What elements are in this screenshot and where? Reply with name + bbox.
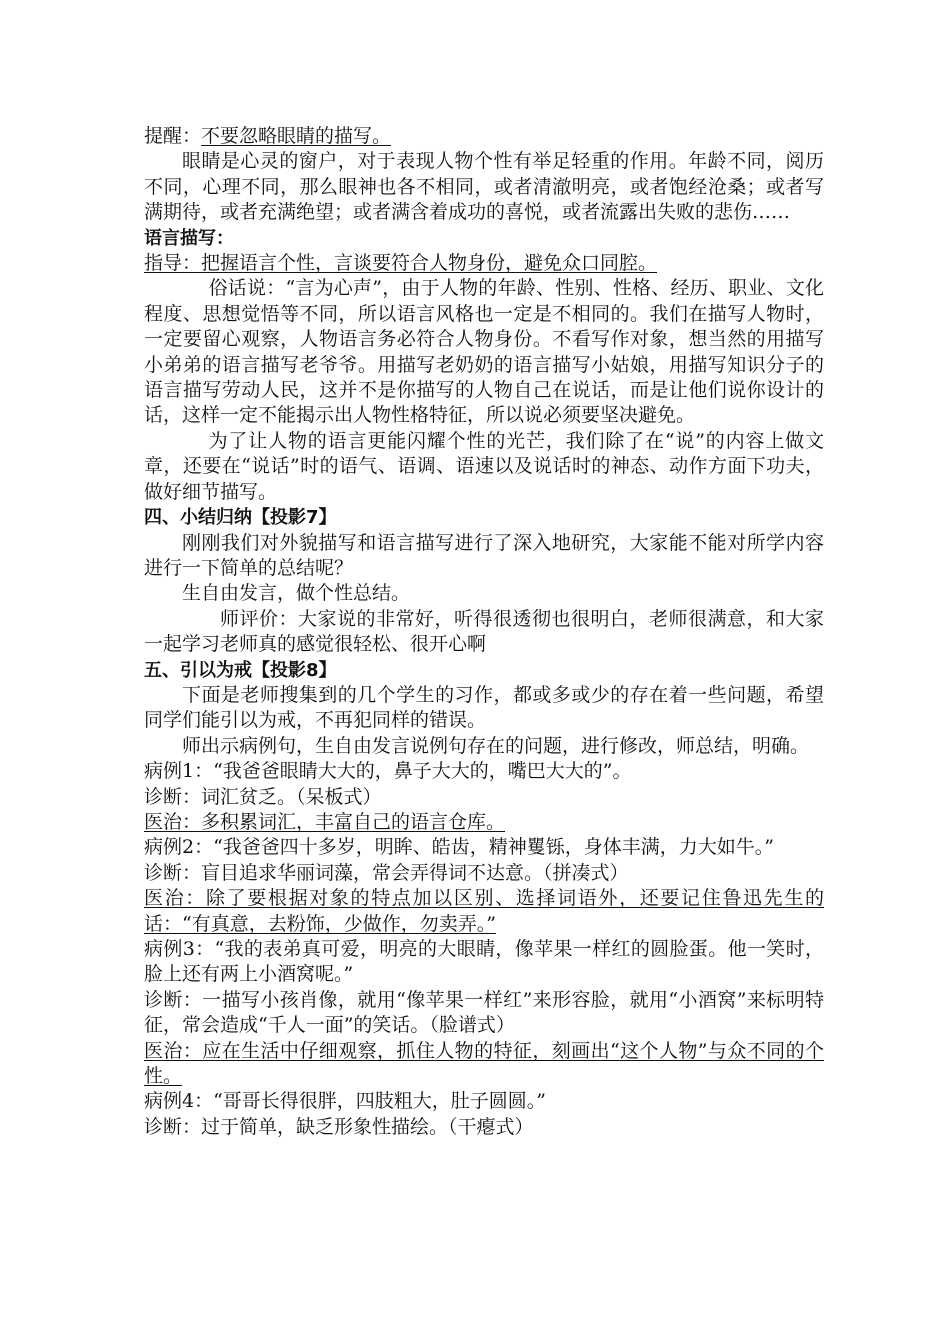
treatment-3: 医治：应在生活中仔细观察，抓住人物的特征，刻画出“这个人物”与众不同的个性。 [144, 1039, 824, 1088]
document-page [144, 124, 824, 1140]
diagnosis-3: 诊断：一描写小孩肖像，就用“像苹果一样红”来形容脸，就用“小酒窝”来标明特征，常会造成“千人一面”的笑话。（脸谱式） [144, 988, 824, 1037]
language-detail-paragraph: 为了让人物的语言更能闪耀个性的光芒，我们除了在“说”的内容上做文章，还要在“说话”时的语气、语调、语速以及说话时的神态、动作方面下功夫，做好细节描写。 [144, 429, 824, 503]
diagnosis-4: 诊断：过于简单，缺乏形象性描绘。（干瘪式） [144, 1115, 534, 1138]
case-2: 病例2：“我爸爸四十多岁，明眸、皓齿，精神矍铄，身体丰满，力大如牛。” [144, 836, 775, 859]
proverb-paragraph: 俗话说：“言为心声”，由于人物的年龄、性别、性格、经历、职业、文化程度、思想觉悟等不同，所以语言风格也一定是不相同的。我们在描写人物时，一定要留心观察，人物语言务必符合人物身份。不看写作对象，想当然的用描写小弟弟的语言描写老爷爷。用描写老奶奶的语言描写小姑娘，用描写知识分子的语言描写劳动人民，这并不是你描写的人物自己在说话，而是让他们说你设计的话，这样一定不能揭示出人物性格特征，所以说必须要坚决避免。 [144, 277, 824, 427]
collected-work-paragraph: 下面是老师搜集到的几个学生的习作，都或多或少的存在着一些问题，希望同学们能引以为戒，不再犯同样的错误。 [144, 683, 824, 732]
guidance-line: 指导：把握语言个性，言谈要符合人物身份，避免众口同腔。 [144, 252, 658, 275]
diagnosis-1: 诊断：词汇贫乏。（呆板式） [144, 785, 382, 808]
treatment-2: 医治：除了要根据对象的特点加以区别、选择词语外，还要记住鲁迅先生的话：“有真意，去粉饰，少做作，勿卖弄。” [144, 887, 824, 935]
diagnosis-2: 诊断：盲目追求华丽词藻，常会弄得词不达意。（拼凑式） [144, 861, 629, 884]
reminder-line [144, 124, 824, 149]
summary-paragraph: 刚刚我们对外貌描写和语言描写进行了深入地研究，大家能不能对所学内容进行一下简单的总结呢？ [144, 531, 824, 579]
case-4: 病例4：“哥哥长得很胖，四肢粗大，肚子圆圆。” [144, 1090, 547, 1113]
summary-heading: 四、小结归纳【投影7】 [144, 507, 337, 529]
language-heading: 语言描写： [144, 227, 234, 249]
case-3: 病例3：“我的表弟真可爱，明亮的大眼睛，像苹果一样红的圆脸蛋。他一笑时，脸上还有两上小酒窝呢。” [144, 938, 824, 986]
case-1: 病例1：“我爸爸眼睛大大的，鼻子大大的，嘴巴大大的”。 [144, 760, 632, 783]
warning-heading: 五、引以为戒【投影8】 [144, 659, 337, 681]
eye-paragraph: 眼睛是心灵的窗户，对于表现人物个性有举足轻重的作用。年龄不同，阅历不同，心理不同，那么眼神也各不相同，或者清澈明亮，或者饱经沧桑；或者写满期待，或者充满绝望；或者满含着成功的喜悦，或者流露出失败的悲伤…… [144, 150, 824, 224]
teacher-evaluation: 师评价：大家说的非常好，听得很透彻也很明白，老师很满意，和大家一起学习老师真的感觉很轻松、很开心啊 [144, 607, 824, 656]
student-response: 生自由发言，做个性总结。 [182, 582, 411, 605]
teacher-example-paragraph: 师出示病例句，生自由发言说例句存在的问题，进行修改，师总结，明确。 [182, 734, 810, 757]
reminder-text: 不要忽略眼睛的描写。 [201, 125, 392, 147]
reminder-label: 提醒： [144, 125, 202, 147]
treatment-1: 医治：多积累词汇，丰富自己的语言仓库。 [144, 810, 506, 833]
